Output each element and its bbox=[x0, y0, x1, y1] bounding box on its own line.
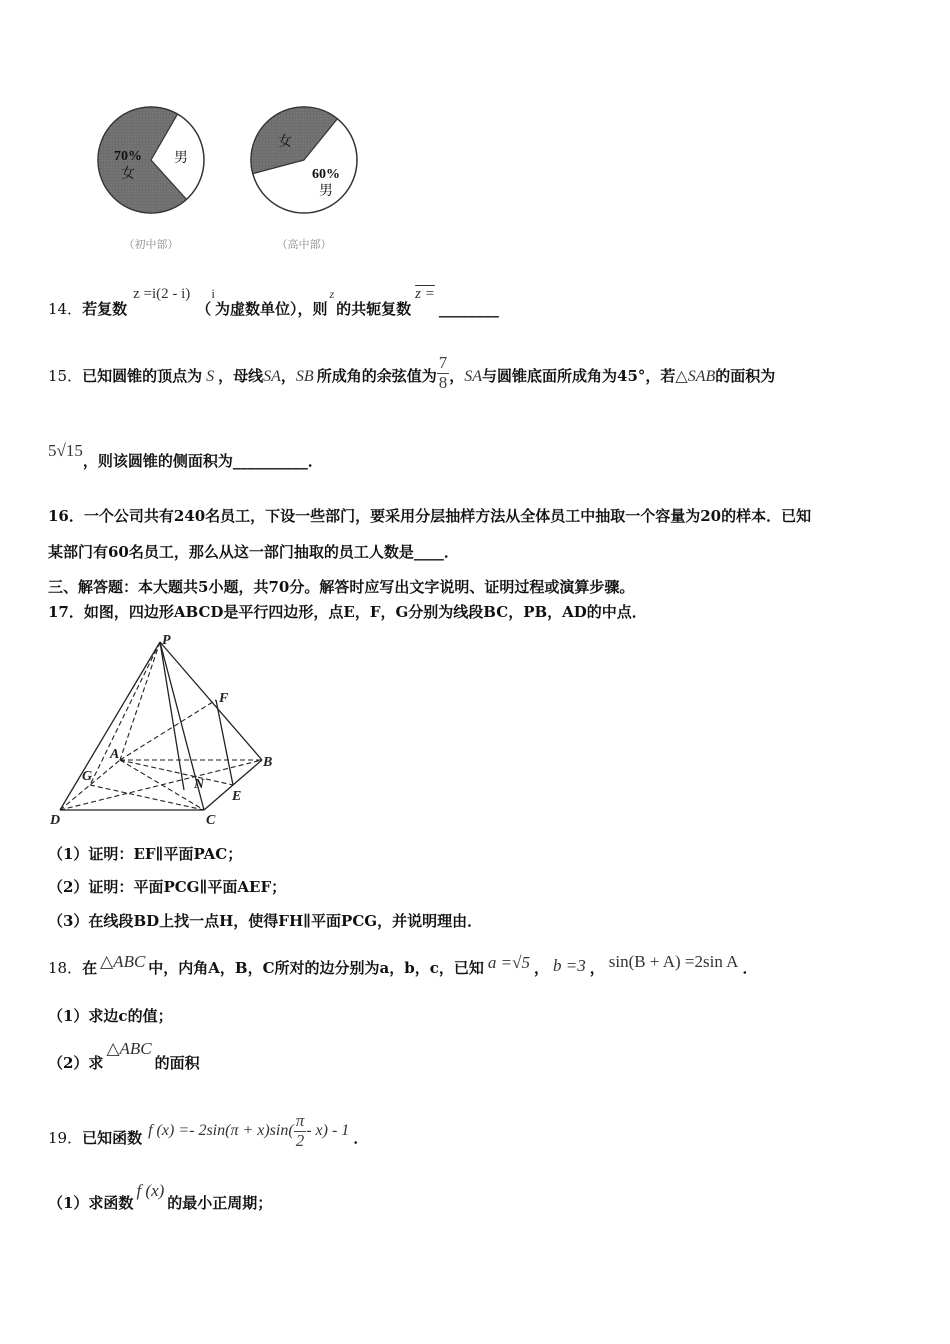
question-16-line2: 某部门有60名员工，那么从这一部门抽取的员工人数是____． bbox=[48, 543, 459, 561]
question-17-part1: （1）证明：EF∥平面PAC； bbox=[48, 845, 243, 863]
pie-senior-label-big: 男 bbox=[319, 184, 333, 199]
question-19-part1: （1）求函数f (x)的最小正周期； bbox=[48, 1181, 273, 1212]
label-B: B bbox=[263, 755, 273, 770]
q15-answer-blank[interactable]: __________ bbox=[232, 452, 308, 470]
label-P: P bbox=[162, 633, 171, 648]
pie-junior-pct: 70% bbox=[114, 149, 142, 164]
question-18-part2: （2）求△ABC的面积 bbox=[48, 1039, 200, 1072]
pie-senior-pct: 60% bbox=[312, 167, 340, 182]
question-18-part1: （1）求边c的值； bbox=[48, 1007, 173, 1025]
question-18: 18．在 △ABC 中，内角A，B，C所对的边分别为a，b，c，已知 a =√5 ， b =3 ， sin(B + A) =2sin A ． bbox=[48, 952, 758, 977]
q19-function: f (x) =- 2sin(π + x)sin( bbox=[148, 1122, 294, 1140]
pyramid-figure bbox=[44, 630, 284, 830]
pie-senior-caption: （高中部） bbox=[276, 239, 332, 251]
q14-answer-blank[interactable]: ________ bbox=[438, 300, 499, 318]
label-E: E bbox=[232, 789, 242, 804]
q18-triangle: △ABC bbox=[100, 952, 146, 971]
q18-side-b: b =3 bbox=[552, 956, 586, 975]
q14-conjugate: z = bbox=[415, 286, 435, 302]
q19-pi-over-2: $\frac{\pi}{2}$ bbox=[295, 1111, 305, 1150]
label-F: F bbox=[219, 691, 229, 706]
question-17-part3: （3）在线段BD上找一点H，使得FH∥平面PCG，并说明理由． bbox=[48, 912, 483, 930]
question-17-part2: （2）证明：平面PCG∥平面AEF； bbox=[48, 878, 287, 896]
label-D: D bbox=[50, 813, 61, 828]
pie-junior-label-big: 女 bbox=[121, 167, 135, 182]
label-C: C bbox=[206, 813, 216, 828]
pie-junior bbox=[98, 107, 204, 251]
question-19: 19．已知函数 f (x) =- 2sin(π + x)sin( $\frac{\pi}{2}$ - x) - 1 ． bbox=[48, 1111, 369, 1150]
section-3-heading: 三、解答题：本大题共5小题，共70分。解答时应写出文字说明、证明过程或演算步骤。 bbox=[48, 578, 635, 596]
q16-answer-blank[interactable]: ____ bbox=[413, 543, 444, 561]
label-A: A bbox=[110, 747, 120, 762]
pie-senior bbox=[251, 107, 357, 251]
pie-charts-figure bbox=[80, 100, 380, 260]
q15-area: 5√15 bbox=[48, 441, 83, 460]
q15-cosine-fraction: $\frac{7}{8}$ bbox=[438, 353, 448, 392]
pie-senior-label-small: 女 bbox=[278, 135, 292, 150]
question-15-cont: 5√15，则该圆锥的侧面积为__________． bbox=[48, 441, 323, 470]
question-14: 14．若复数z =i(2 - i)（i为虚数单位），则$^z$的共轭复数z =________ bbox=[48, 286, 499, 318]
q14-formula: z =i(2 - i) bbox=[133, 286, 191, 302]
label-N: N bbox=[194, 777, 205, 792]
pie-junior-label-small: 男 bbox=[174, 151, 188, 166]
question-17-stem: 17．如图，四边形ABCD是平行四边形，点E，F，G分别为线段BC，PB，AD的中点． bbox=[48, 603, 647, 621]
question-15: 15．已知圆锥的顶点为 S ，母线SA，SB 所成角的余弦值为 $\frac{7}{8}$ ，SA与圆锥底面所成角为45°，若△SAB的面积为 bbox=[48, 353, 776, 392]
question-16-line1: 16．一个公司共有240名员工，下设一些部门，要采用分层抽样方法从全体员工中抽取一个容量为20的样本．已知 bbox=[48, 507, 812, 525]
q18-side-a: a =√5 bbox=[487, 953, 530, 972]
pie-junior-caption: （初中部） bbox=[123, 239, 179, 251]
label-G: G bbox=[82, 769, 93, 784]
q18-equation: sin(B + A) =2sin A bbox=[608, 952, 739, 971]
